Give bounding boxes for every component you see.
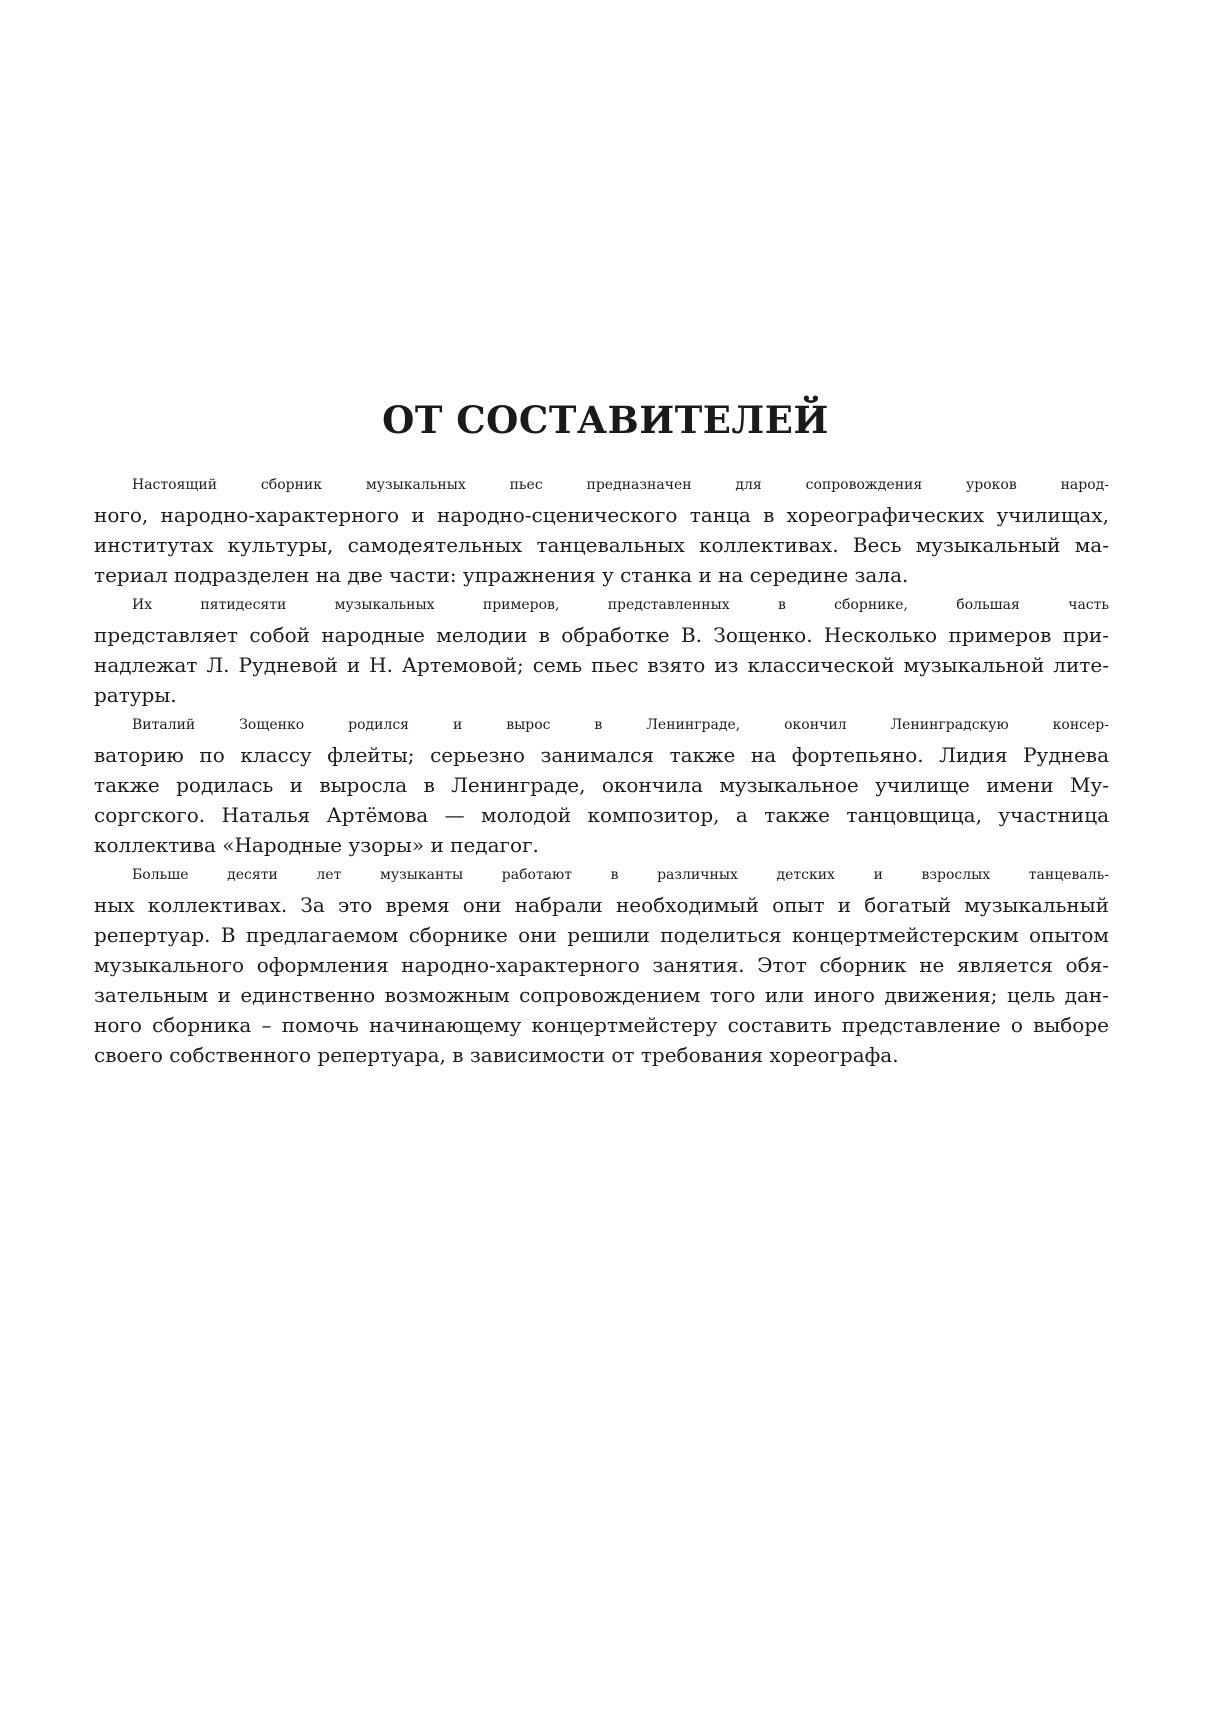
text-line: коллектива «Народные узоры» и педагог. bbox=[94, 833, 539, 857]
text-line: надлежат Л. Рудневой и Н. Артемовой; семь пьес взято из классической музыкальной лите- bbox=[94, 653, 1109, 677]
text-line: соргского. Наталья Артёмова — молодой композитор, а также танцовщица, участница bbox=[94, 803, 1109, 827]
text-line: Настоящий сборник музыкальных пьес предназначен для сопровождения уроков народ- bbox=[132, 477, 1109, 493]
text-line: ратуры. bbox=[94, 683, 177, 707]
page-title: ОТ СОСТАВИТЕЛЕЙ bbox=[382, 398, 829, 442]
text-line: териал подразделен на две части: упражнения у станка и на середине зала. bbox=[94, 563, 909, 587]
paragraph bbox=[94, 470, 1109, 590]
text-line: своего собственного репертуара, в зависимости от требования хореографа. bbox=[94, 1043, 899, 1067]
text-line: ваторию по классу флейты; серьезно занимался также на фортепьяно. Лидия Руднева bbox=[94, 743, 1109, 767]
text-line: музыкального оформления народно-характерного занятия. Этот сборник не является обя- bbox=[94, 953, 1109, 977]
paragraph bbox=[94, 860, 1109, 1070]
text-line: репертуар. В предлагаемом сборнике они решили поделиться концертмейстерским опытом bbox=[94, 923, 1109, 947]
text-line: ного, народно-характерного и народно-сценического танца в хореографических училищах, bbox=[94, 503, 1109, 527]
text-line: Виталий Зощенко родился и вырос в Ленинграде, окончил Ленинградскую консер- bbox=[132, 717, 1109, 733]
text-line: ного сборника – помочь начинающему концертмейстеру составить представление о выборе bbox=[94, 1013, 1109, 1037]
text-line: ных коллективах. За это время они набрали необходимый опыт и богатый музыкальный bbox=[94, 893, 1109, 917]
text-line: зательным и единственно возможным сопровождением того или иного движения; цель дан- bbox=[94, 983, 1109, 1007]
paragraph bbox=[94, 590, 1109, 710]
paragraph bbox=[94, 710, 1109, 860]
text-line: Больше десяти лет музыканты работают в различных детских и взрослых танцеваль- bbox=[132, 867, 1109, 883]
text-line: также родилась и выросла в Ленинграде, окончила музыкальное училище имени Му- bbox=[94, 773, 1109, 797]
text-line: представляет собой народные мелодии в обработке В. Зощенко. Несколько примеров при- bbox=[94, 623, 1109, 647]
body-text bbox=[94, 470, 1109, 1070]
text-line: Их пятидесяти музыкальных примеров, представленных в сборнике, большая часть bbox=[132, 597, 1109, 613]
text-line: институтах культуры, самодеятельных танцевальных коллективах. Весь музыкальный ма- bbox=[94, 533, 1109, 557]
